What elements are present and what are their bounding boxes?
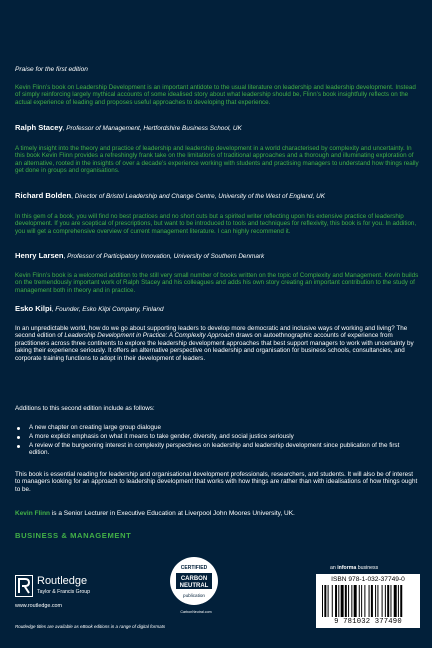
praise-quote: Kevin Flinn’s book on Leadership Development is an important antidote to the usual literature on leadership and leadership development. Instead of simply reinforcing largely mythical accounts of some idealised story about what leadership should be, Flinn’s book insightfully reflects on the actual experience of leading and proposes useful approaches to developing that experience. [15,84,416,106]
quote-author: Ralph Stacey [15,123,63,132]
barcode-digits: 9 781032 377490 [334,618,402,626]
badge-top-text: CERTIFIED [180,565,208,571]
list-item: A new chapter on creating large group dialogue [15,424,419,431]
author-bio: Kevin Flinn is a Senior Lecturer in Executive Education at Liverpool John Moores University, UK. [15,510,295,517]
barcode-bar [377,585,378,617]
barcode-bar [338,585,339,617]
barcode-bar [400,585,402,617]
barcode-bar [390,585,391,617]
carbon-neutral-url: CarbonNeutral.com [180,610,212,614]
quote-author-role: Professor of Participatory Innovation, University of Southern Denmark [67,253,265,260]
publisher-url: www.routledge.com [15,603,63,609]
book-title: Leadership Development in Practice: A Complexity Approach [64,332,235,340]
badge-neutral-text: NEUTRAL [179,583,209,589]
audience-paragraph: This book is essential reading for leadership and organisational development professionals, researchers, and students. It will also be of interest to managers looking for an approach to leadership development that works with how things are rather than with idealisations of how things ought to be. [15,471,418,493]
barcode-bar [361,585,362,617]
barcode-bar [345,585,347,617]
praise-quote: A timely insight into the theory and practice of leadership and leadership development in a world characterised by complexity and uncertainty. In this book Kevin Flinn provides a refreshingly frank take on the limitations of traditional approaches and a thorough and illuminating exploration of an alternative, rooted in the insights of over a decade’s experience working with students and practising managers to understand how things really get done in groups and organisations. [15,145,419,174]
routledge-r-icon [15,575,33,597]
publisher-name: Routledge [37,575,88,587]
quote-attribution: Esko Kilpi, Founder, Esko Kilpi Company, Finland [15,304,164,313]
quote-author: Richard Bolden [15,191,72,200]
barcode-bar [364,585,365,617]
barcode-bar [385,585,386,617]
isbn-barcode [316,574,420,628]
praise-quote: In this gem of a book, you will find no best practices and no short cuts but a spirited writer reflecting upon his extensive practice of leadership development. If you are sceptical of prescriptions, but want to be introduced to tools and techniques for reflexivity, this book is for you. In addition, you will get a comprehensive overview of current management literature. I can highly recommend it. [15,213,417,235]
quote-author-role: Director of Bristol Leadership and Change Centre, University of the West of England, UK [74,193,325,200]
barcode-bar [398,585,399,617]
barcode-bar [387,585,389,617]
barcode-bar [351,585,352,617]
barcode-bar [354,585,357,617]
barcode-bar [328,585,329,617]
badge-carbon-text: CARBON [180,576,208,582]
isbn-label: ISBN 978-1-032-37749-0 [331,576,405,583]
carbon-neutral-badge-icon [168,555,220,607]
author-name: Kevin Flinn [15,510,51,517]
ebook-note: Routledge titles are available as eBook editions in a range of digital formats [15,624,166,629]
quote-author: Henry Larsen [15,251,64,260]
informa-tagline: an informa business [330,565,379,571]
barcode-bar [332,585,333,617]
barcode-bar [369,585,370,617]
barcode-bar [324,585,326,617]
barcode-bar [371,585,373,617]
barcode-bar [335,585,337,617]
barcode-bar [341,585,344,617]
additions-heading: Additions to this second edition include as follows: [15,405,155,412]
barcode-bar [382,585,383,617]
barcode-bar [322,585,323,617]
book-description: In an unpredictable world, how do we go about supporting leaders to develop more democratic and inclusive ways of working and living? The second edition of Leadership Development in Practice: A Complexity Approach draws on autoethnographic accounts of experience from practitioners across three continents to explore the leadership development approaches that best support managers to work with uncertainty by taking their experience seriously. It offers an alternative perspective on leadership and organisation for business schools, consultancies, and corporate training functions to adopt in their development of leaders. [15,325,414,362]
barcode-bar [348,585,349,617]
barcode-bar [394,585,397,617]
barcode-bar [375,585,376,617]
routledge-logo [15,575,135,609]
barcode-icon [322,585,414,617]
praise-quote: Kevin Flinn’s book is a welcomed addition to the still very small number of books written on the topic of Complexity and Management. Kevin builds on the tremendously important work of Ralph Stacey and his colleagues and adds his own story creating an important contribution to the study of management both in theory and in practice. [15,272,419,294]
barcode-bar [359,585,360,617]
subject-category: BUSINESS & MANAGEMENT [15,531,132,540]
quote-author: Esko Kilpi [15,304,52,313]
badge-bottom-text: publication [183,593,205,598]
quote-author-role: Professor of Management, Hertfordshire Business School, UK [66,125,242,132]
additions-list [15,424,419,458]
quote-attribution: Henry Larsen, Professor of Participatory Innovation, University of Southern Denmark [15,251,265,260]
list-item: A more explicit emphasis on what it means to take gender, diversity, and social justice seriously [15,433,419,440]
quote-author-role: Founder, Esko Kilpi Company, Finland [55,306,164,313]
quote-attribution: Ralph Stacey, Professor of Management, Hertfordshire Business School, UK [15,123,242,132]
publisher-group: Taylor & Francis Group [37,589,91,595]
quote-attribution: Richard Bolden, Director of Bristol Leadership and Change Centre, University of the West of England, UK [15,191,325,200]
praise-heading: Praise for the first edition [15,66,88,73]
list-item: A review of the burgeoning interest in complexity perspectives on leadership and leadership development since publication of the first edition. [15,442,419,457]
